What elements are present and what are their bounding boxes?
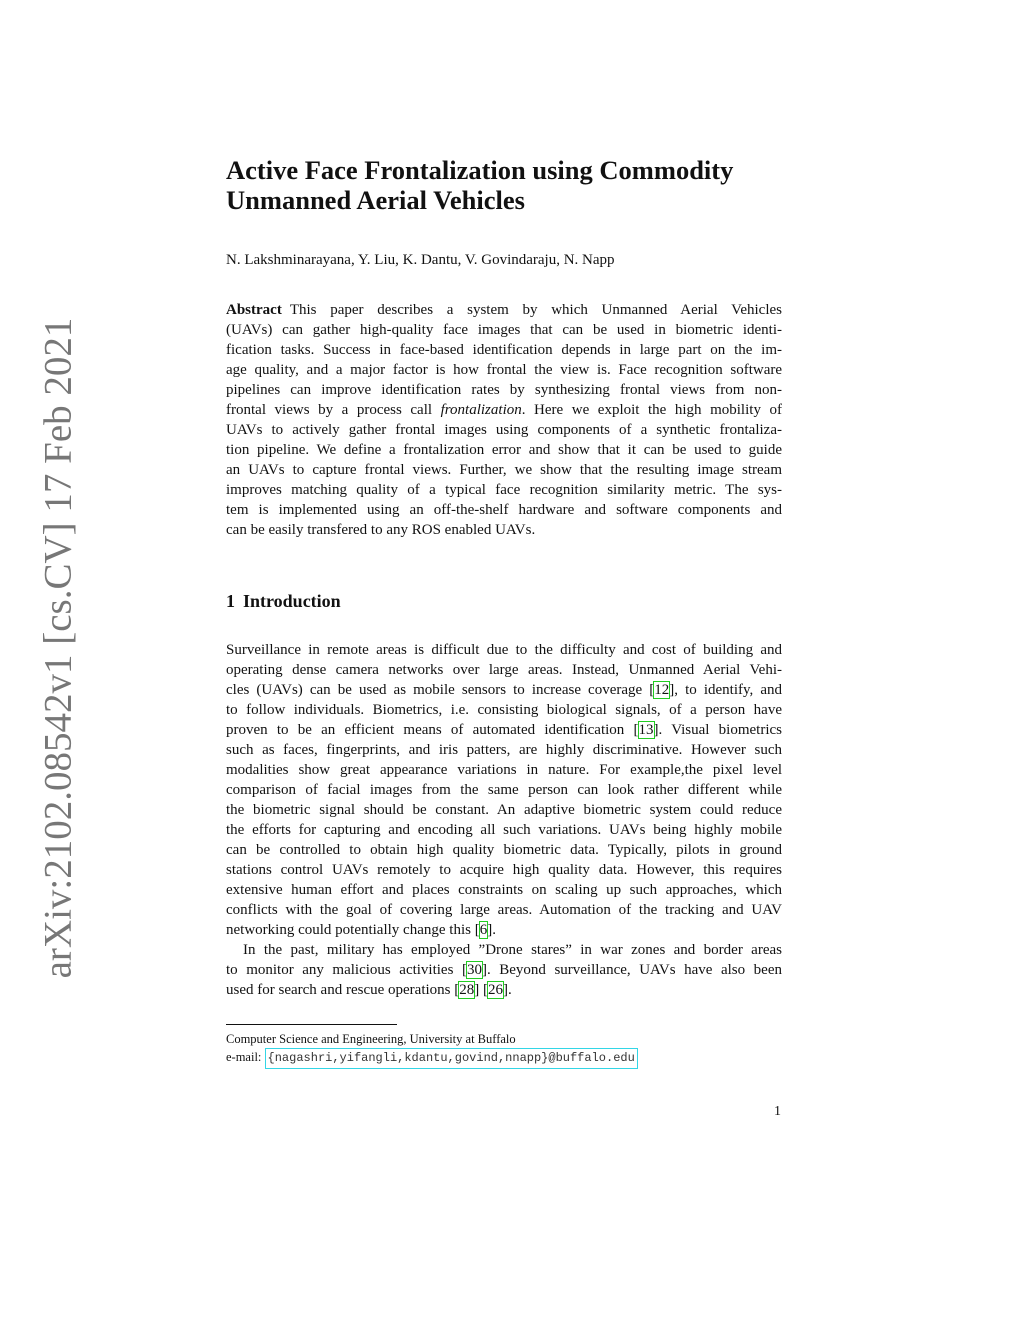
body-line: In the past, military has employed ”Drone stares” in war zones and border areas (243, 942, 782, 958)
abstract-line: improves matching quality of a typical face recognition similarity metric. The sys- (226, 482, 782, 498)
section-heading-introduction (226, 591, 341, 612)
body-line: such as faces, fingerprints, and iris patters, are highly discriminative. However such (226, 742, 782, 758)
citation-link[interactable]: 6 (479, 922, 488, 938)
section-title: Introduction (243, 591, 341, 611)
body-line: modalities show great appearance variations in nature. For example,the pixel level (226, 762, 782, 778)
paper-title (226, 155, 786, 215)
body-line: networking could potentially change this [6]. (226, 922, 496, 938)
body-line: the efforts for capturing and encoding all such variations. UAVs being highly mobile (226, 822, 782, 838)
body-line: cles (UAVs) can be used as mobile sensors to increase coverage [12], to identify, and (226, 682, 782, 698)
abstract-line: tem is implemented using an off-the-shelf hardware and software components and (226, 502, 782, 518)
footnote-affiliation: Computer Science and Engineering, University at Buffalo (226, 1032, 516, 1046)
citation-link[interactable]: 30 (466, 962, 482, 978)
author-list: N. Lakshminarayana, Y. Liu, K. Dantu, V. Govindaraju, N. Napp (226, 252, 615, 268)
abstract (226, 300, 782, 540)
title-line-1: Active Face Frontalization using Commodity (226, 155, 734, 185)
citation-link[interactable]: 26 (487, 982, 503, 998)
abstract-line: tion pipeline. We define a frontalization error and show that it can be used to guide (226, 442, 782, 458)
abstract-line: can be easily transfered to any ROS enabled UAVs. (226, 522, 536, 538)
body-line: the biometric signal should be constant. An adaptive biometric system could reduce (226, 802, 782, 818)
body-line: to monitor any malicious activities [30]. Beyond surveillance, UAVs have also been (226, 962, 782, 978)
abstract-line: pipelines can improve identification rates by synthesizing frontal views from non- (226, 382, 782, 398)
abstract-line: (UAVs) can gather high-quality face images that can be used in biometric identi- (226, 322, 782, 338)
citation-link[interactable]: 12 (654, 682, 670, 698)
introduction-body (226, 640, 782, 1000)
body-line: comparison of facial images from the same person can look rather different while (226, 782, 782, 798)
abstract-line: frontal views by a process call frontalization. Here we exploit the high mobility of (226, 402, 782, 418)
abstract-label: Abstract (226, 302, 282, 318)
body-line: conflicts with the goal of covering large areas. Automation of the tracking and UAV (226, 902, 782, 918)
body-line: proven to be an efficient means of automated identification [13]. Visual biometrics (226, 722, 782, 738)
footnote-divider (226, 1024, 397, 1025)
citation-link[interactable]: 28 (459, 982, 475, 998)
body-line: Surveillance in remote areas is difficult due to the difficulty and cost of building and (226, 642, 782, 658)
footnote-email (226, 1050, 638, 1065)
abstract-line: age quality, and a major factor is how frontal the view is. Face recognition software (226, 362, 782, 378)
title-line-2: Unmanned Aerial Vehicles (226, 185, 525, 215)
body-line: extensive human effort and places constraints on scaling up such approaches, which (226, 882, 782, 898)
section-number: 1 (226, 591, 235, 611)
body-line: operating dense camera networks over large areas. Instead, Unmanned Aerial Vehi- (226, 662, 782, 678)
page-number: 1 (774, 1104, 781, 1119)
body-line: used for search and rescue operations [28] [26]. (226, 982, 512, 998)
email-link[interactable]: {nagashri,yifangli,kdantu,govind,nnapp}@buffalo.edu (265, 1048, 638, 1069)
body-line: stations control UAVs remotely to acquire high quality data. However, this requires (226, 862, 782, 878)
email-label: e-mail: (226, 1050, 262, 1064)
abstract-line: UAVs to actively gather frontal images using components of a synthetic frontaliza- (226, 422, 782, 438)
citation-link[interactable]: 13 (638, 722, 654, 738)
arxiv-identifier-stamp: arXiv:2102.08542v1 [cs.CV] 17 Feb 2021 (36, 317, 80, 979)
abstract-line: Abstract This paper describes a system by which Unmanned Aerial Vehicles (226, 302, 782, 318)
frontalization-term: frontalization (440, 402, 522, 418)
abstract-line: fication tasks. Success in face-based identification depends in large part on the im- (226, 342, 782, 358)
body-line: to follow individuals. Biometrics, i.e. consisting biological signals, of a person have (226, 702, 782, 718)
body-line: can be controlled to obtain high quality biometric data. Typically, pilots in ground (226, 842, 782, 858)
abstract-line: an UAVs to capture frontal views. Further, we show that the resulting image stream (226, 462, 782, 478)
